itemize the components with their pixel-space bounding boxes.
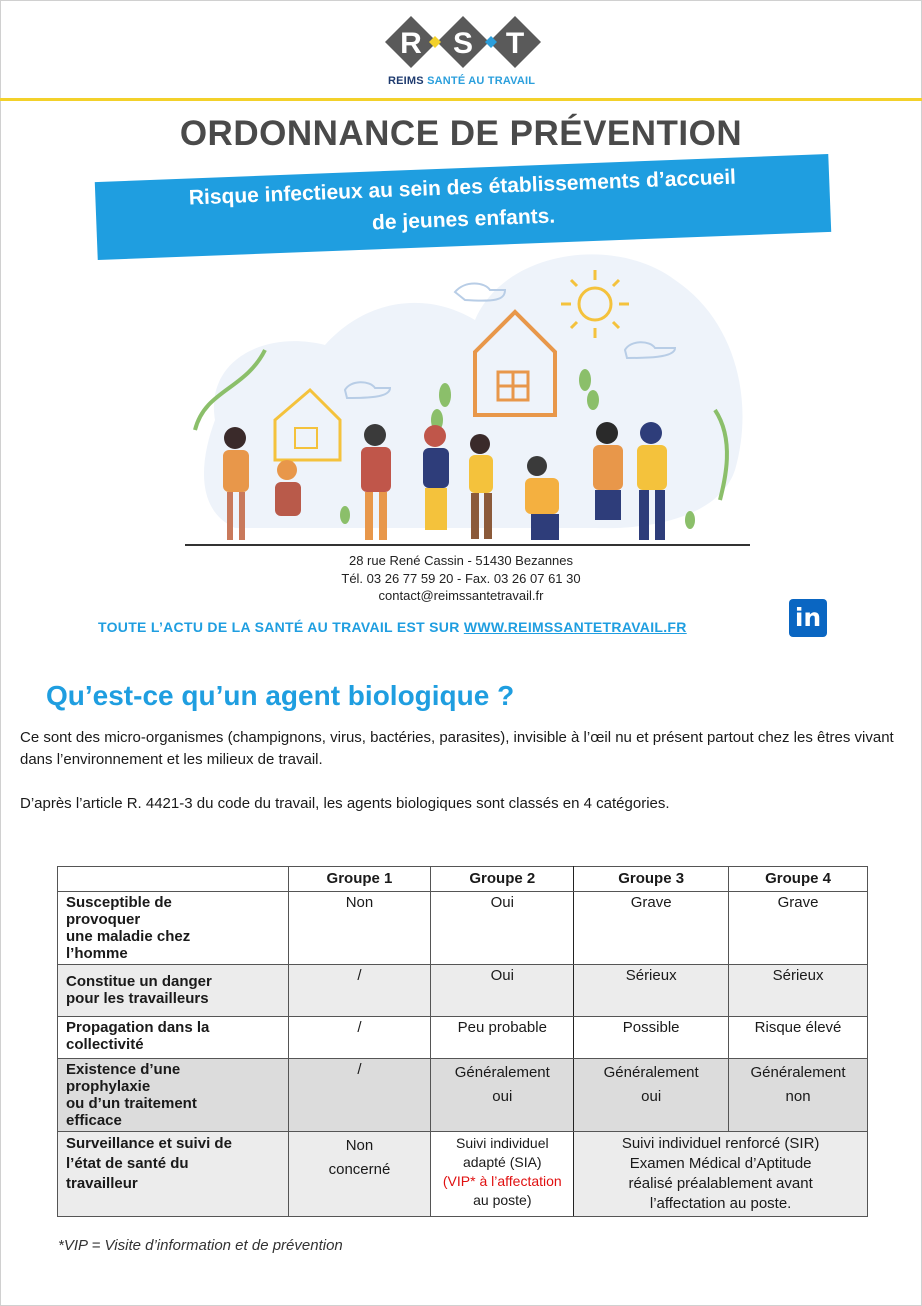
cell: Généralement non bbox=[729, 1059, 868, 1132]
logo-letter-r: R bbox=[400, 27, 422, 60]
row-label: Propagation dans la collectivité bbox=[58, 1017, 289, 1059]
cell: Suivi individuel renforcé (SIR) Examen Médical d’Aptitude réalisé préalablement avant l’affectation au poste. bbox=[574, 1132, 868, 1217]
contact-email[interactable]: contact@reimssantetravail.fr bbox=[378, 588, 544, 603]
cell: Généralement oui bbox=[574, 1059, 729, 1132]
children-illustration bbox=[175, 240, 755, 552]
cell: Grave bbox=[729, 892, 868, 965]
table-row bbox=[58, 1132, 868, 1217]
cell: Sérieux bbox=[729, 965, 868, 1017]
cell: Généralement oui bbox=[431, 1059, 574, 1132]
actu-text: TOUTE L’ACTU DE LA SANTÉ AU TRAVAIL EST SUR bbox=[98, 619, 464, 635]
paragraph-classification: D’après l’article R. 4421-3 du code du travail, les agents biologiques sont classés en 4 catégories. bbox=[20, 795, 670, 812]
banner-line-1: Risque infectieux au sein des établissements d’accueil bbox=[188, 165, 737, 210]
header-groupe-3: Groupe 3 bbox=[574, 867, 729, 892]
cell: Grave bbox=[574, 892, 729, 965]
linkedin-icon[interactable]: in bbox=[789, 599, 827, 637]
cell: Sérieux bbox=[574, 965, 729, 1017]
header-groupe-1: Groupe 1 bbox=[288, 867, 431, 892]
cell: / bbox=[288, 1017, 431, 1059]
cell: / bbox=[288, 965, 431, 1017]
table-row bbox=[58, 965, 868, 1017]
banner-line-2: de jeunes enfants. bbox=[371, 204, 556, 235]
website-link[interactable]: WWW.REIMSSANTETRAVAIL.FR bbox=[463, 619, 687, 635]
header-groupe-2: Groupe 2 bbox=[431, 867, 574, 892]
contact-phone: Tél. 03 26 77 59 20 - Fax. 03 26 07 61 30 bbox=[341, 571, 581, 586]
cell: Suivi individuel adapté (SIA) (VIP* à l’affectation au poste) bbox=[431, 1132, 574, 1217]
logo-subtitle: REIMS SANTÉ AU TRAVAIL bbox=[388, 75, 536, 87]
cell: Peu probable bbox=[431, 1017, 574, 1059]
row-label: Constitue un danger pour les travailleurs bbox=[58, 965, 289, 1017]
groups-table bbox=[57, 866, 868, 1217]
section-title: Qu’est-ce qu’un agent biologique ? bbox=[46, 680, 515, 711]
table-row bbox=[58, 1059, 868, 1132]
header-rule bbox=[0, 98, 922, 101]
header-groupe-4: Groupe 4 bbox=[729, 867, 868, 892]
cell: Oui bbox=[431, 892, 574, 965]
table-row bbox=[58, 892, 868, 965]
actu-line bbox=[98, 619, 687, 635]
header-empty bbox=[58, 867, 289, 892]
cell: Possible bbox=[574, 1017, 729, 1059]
footnote: *VIP = Visite d’information et de prévention bbox=[58, 1237, 343, 1254]
cell: Oui bbox=[431, 965, 574, 1017]
table-header-row bbox=[58, 867, 868, 892]
contact-address: 28 rue René Cassin - 51430 Bezannes bbox=[348, 553, 574, 568]
table-row bbox=[58, 1017, 868, 1059]
paragraph-definition: Ce sont des micro-organismes (champignons, virus, bactéries, parasites), invisible à l’œil nu et présent partout chez les êtres vivant dans l’environnement et les milieux de travail. bbox=[20, 729, 894, 768]
row-label: Existence d’une prophylaxie ou d’un traitement efficace bbox=[58, 1059, 289, 1132]
row-label: Surveillance et suivi de l’état de santé du travailleur bbox=[58, 1132, 289, 1217]
row-label: Susceptible de provoquer une maladie chez l’homme bbox=[58, 892, 289, 965]
cell: Non concerné bbox=[288, 1132, 431, 1217]
page-title: ORDONNANCE DE PRÉVENTION bbox=[179, 114, 743, 153]
logo-letter-t: T bbox=[505, 27, 525, 60]
cell: Risque élevé bbox=[729, 1017, 868, 1059]
logo-letter-s: S bbox=[452, 27, 474, 60]
cell: Non bbox=[288, 892, 431, 965]
cell: / bbox=[288, 1059, 431, 1132]
